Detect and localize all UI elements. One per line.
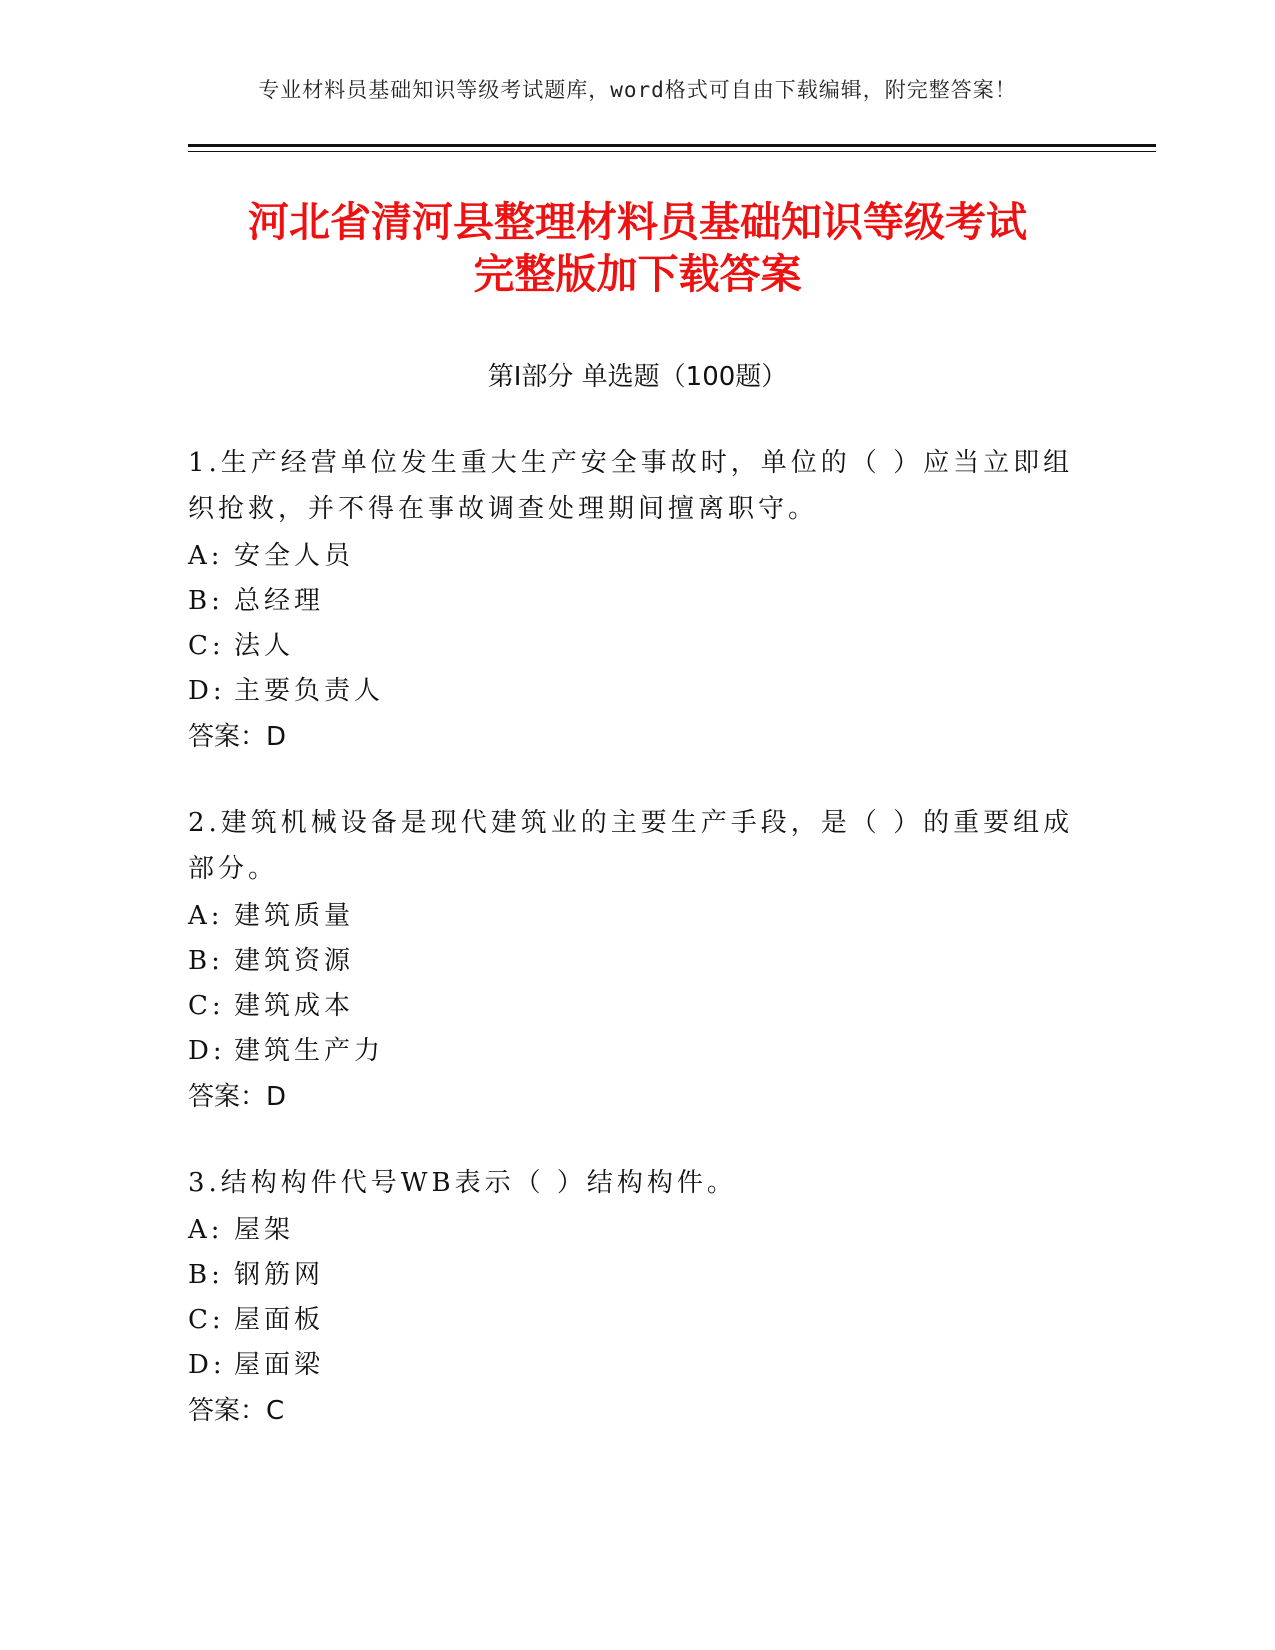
section-heading: 第Ⅰ部分 单选题（100题）	[487, 362, 788, 392]
option-d	[188, 669, 1088, 714]
option-b	[188, 1253, 1088, 1298]
option-text: 屋面梁	[234, 1350, 325, 1380]
option-c	[188, 1298, 1088, 1343]
option-d	[188, 1343, 1088, 1388]
option-key: B:	[188, 586, 224, 616]
option-text: 建筑生产力	[234, 1036, 385, 1066]
answer-line: 答案：D	[188, 722, 287, 752]
option-key: D:	[188, 1350, 226, 1380]
option-a	[188, 894, 1088, 939]
option-key: C:	[188, 1305, 225, 1335]
option-key: A:	[188, 1215, 224, 1245]
option-a	[188, 1208, 1088, 1253]
option-text: 钢筋网	[234, 1260, 325, 1290]
option-key: D:	[188, 676, 226, 706]
question-list	[188, 440, 1088, 1474]
option-text: 建筑成本	[234, 991, 355, 1021]
option-key: B:	[188, 1260, 224, 1290]
option-c	[188, 984, 1088, 1029]
option-text: 建筑质量	[234, 901, 355, 931]
option-c	[188, 624, 1088, 669]
document-title	[120, 196, 1155, 300]
page-header: 专业材料员基础知识等级考试题库，word格式可自由下载编辑，附完整答案！	[258, 78, 1017, 102]
option-b	[188, 579, 1088, 624]
option-key: D:	[188, 1036, 226, 1066]
option-a	[188, 534, 1088, 579]
option-key: B:	[188, 946, 224, 976]
option-key: A:	[188, 541, 224, 571]
option-key: A:	[188, 901, 224, 931]
question-stem: 2.建筑机械设备是现代建筑业的主要生产手段，是（ ）的重要组成部分。	[188, 808, 1074, 884]
question-item	[188, 440, 1088, 760]
answer-line: 答案：D	[188, 1082, 287, 1112]
option-text: 建筑资源	[234, 946, 355, 976]
option-key: C:	[188, 631, 225, 661]
option-key: C:	[188, 991, 225, 1021]
header-divider-thick	[188, 144, 1156, 147]
option-text: 安全人员	[234, 541, 355, 571]
option-text: 总经理	[234, 586, 325, 616]
option-text: 主要负责人	[234, 676, 385, 706]
question-item	[188, 800, 1088, 1120]
option-text: 屋面板	[234, 1305, 325, 1335]
answer-line: 答案：C	[188, 1396, 285, 1426]
document-title-line-2: 完整版加下载答案	[473, 250, 802, 298]
option-d	[188, 1029, 1088, 1074]
option-text: 法人	[234, 631, 295, 661]
question-stem: 3.结构构件代号WB表示（ ）结构构件。	[188, 1168, 737, 1198]
header-divider-thin	[188, 151, 1156, 152]
option-text: 屋架	[234, 1215, 295, 1245]
option-b	[188, 939, 1088, 984]
question-stem: 1.生产经营单位发生重大生产安全事故时，单位的（ ）应当立即组织抢救，并不得在事故调查处理期间擅离职守。	[188, 448, 1074, 524]
document-title-line-1: 河北省清河县整理材料员基础知识等级考试	[248, 198, 1027, 246]
question-item	[188, 1160, 1088, 1434]
